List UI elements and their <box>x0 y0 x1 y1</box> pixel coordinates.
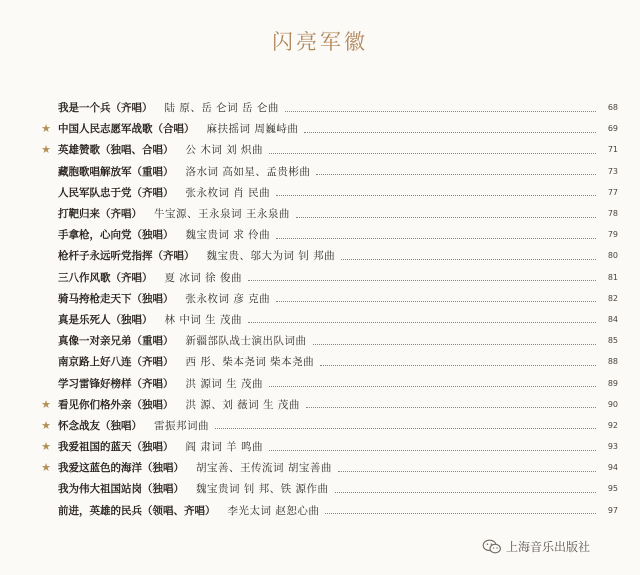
song-title[interactable]: 看见你们格外亲（独唱） <box>58 398 174 411</box>
dot-leader <box>296 216 596 218</box>
song-credits: 公 木词 刘 炽曲 <box>185 144 264 157</box>
song-credits: 胡宝善、王传流词 胡宝善曲 <box>196 462 332 475</box>
song-credits: 陆 原、岳 仑词 岳 仑曲 <box>164 102 279 115</box>
dot-leader <box>316 173 596 175</box>
song-title[interactable]: 我为伟大祖国站岗（独唱） <box>58 483 184 496</box>
dot-leader <box>215 427 596 429</box>
dot-leader <box>276 300 596 302</box>
dot-leader <box>320 364 596 366</box>
song-credits: 麻扶摇词 周巍峙曲 <box>206 123 299 136</box>
dot-leader <box>341 258 596 260</box>
page-number: 78 <box>607 209 618 219</box>
dot-leader <box>269 385 596 387</box>
page-number: 77 <box>607 187 618 197</box>
dot-leader <box>338 470 596 472</box>
page-number: 82 <box>607 293 618 303</box>
wechat-icon <box>482 539 502 555</box>
star-icon: ★ <box>41 440 51 454</box>
song-title[interactable]: 中国人民志愿军战歌（合唱） <box>58 123 195 136</box>
song-title[interactable]: 我爱这蓝色的海洋（独唱） <box>58 462 184 475</box>
page-number: 94 <box>607 463 618 473</box>
star-icon: ★ <box>41 397 51 411</box>
toc-row <box>0 182 640 203</box>
song-title[interactable]: 我是一个兵（齐唱） <box>58 102 153 115</box>
dot-leader <box>269 449 596 451</box>
toc-row <box>0 267 640 288</box>
song-credits: 雷振邦词曲 <box>154 419 209 432</box>
song-credits: 西 彤、柴本尧词 柴本尧曲 <box>185 356 315 369</box>
toc-row <box>0 478 640 499</box>
song-credits: 夏 冰词 徐 俊曲 <box>164 271 243 284</box>
page-number: 80 <box>607 251 618 261</box>
song-title[interactable]: 骑马挎枪走天下（独唱） <box>58 292 174 305</box>
page-number: 89 <box>607 378 618 388</box>
page-title: 闪亮军徽 <box>272 30 368 54</box>
star-icon: ★ <box>41 461 51 475</box>
toc-row <box>0 224 640 245</box>
song-credits: 林 中词 生 茂曲 <box>164 313 243 326</box>
toc-row <box>0 330 640 351</box>
page-number: 95 <box>607 484 618 494</box>
page-number: 92 <box>607 420 618 430</box>
toc-row <box>0 415 640 436</box>
song-credits: 张永枚词 肖 民曲 <box>185 186 271 199</box>
song-credits: 新疆部队战士演出队词曲 <box>185 335 307 348</box>
song-title[interactable]: 枪杆子永远听党指挥（齐唱） <box>58 250 195 263</box>
song-title[interactable]: 真像一对亲兄弟（重唱） <box>58 335 174 348</box>
table-of-contents <box>0 97 640 521</box>
toc-row <box>0 288 640 309</box>
toc-row <box>0 372 640 393</box>
toc-row <box>0 118 640 139</box>
dot-leader <box>248 321 596 323</box>
page-number: 88 <box>607 357 618 367</box>
toc-row <box>0 457 640 478</box>
song-title[interactable]: 手拿枪，心向党（独唱） <box>58 229 174 242</box>
dot-leader <box>269 152 596 154</box>
song-credits: 魏宝贵、邬大为词 钊 邦曲 <box>206 250 336 263</box>
song-title[interactable]: 英雄赞歌（独唱、合唱） <box>58 144 174 157</box>
song-title[interactable]: 前进，英雄的民兵（领唱、齐唱） <box>58 504 216 517</box>
dot-leader <box>276 194 596 196</box>
toc-row <box>0 394 640 415</box>
dot-leader <box>306 406 596 408</box>
toc-row <box>0 203 640 224</box>
dot-leader <box>304 131 596 133</box>
star-icon: ★ <box>41 122 51 136</box>
dot-leader <box>285 110 596 112</box>
dot-leader <box>325 512 596 514</box>
toc-row <box>0 161 640 182</box>
page-number: 93 <box>607 442 618 452</box>
song-title[interactable]: 人民军队忠于党（齐唱） <box>58 186 174 199</box>
toc-row <box>0 500 640 521</box>
song-credits: 李光太词 赵恕心曲 <box>227 504 320 517</box>
song-title[interactable]: 三八作风歌（齐唱） <box>58 271 153 284</box>
page-number: 79 <box>607 230 618 240</box>
dot-leader <box>276 237 596 239</box>
page-number: 84 <box>607 314 618 324</box>
dot-leader <box>335 491 596 493</box>
song-title[interactable]: 藏胞歌唱解放军（重唱） <box>58 165 174 178</box>
song-title[interactable]: 打靶归来（齐唱） <box>58 208 142 221</box>
song-credits: 魏宝贵词 钊 邦、铁 源作曲 <box>196 483 329 496</box>
star-icon: ★ <box>41 418 51 432</box>
page-number: 68 <box>607 103 618 113</box>
song-credits: 洪 源词 生 茂曲 <box>185 377 264 390</box>
toc-row <box>0 139 640 160</box>
page-number: 69 <box>607 124 618 134</box>
song-title[interactable]: 南京路上好八连（齐唱） <box>58 356 174 369</box>
toc-row <box>0 245 640 266</box>
toc-row <box>0 436 640 457</box>
song-credits: 洪 源、刘 薇词 生 茂曲 <box>185 398 300 411</box>
song-credits: 魏宝贵词 求 伶曲 <box>185 229 271 242</box>
song-title[interactable]: 学习雷锋好榜样（齐唱） <box>58 377 174 390</box>
star-icon: ★ <box>41 143 51 157</box>
song-credits: 牛宝源、王永泉词 王永泉曲 <box>154 208 290 221</box>
song-title[interactable]: 怀念战友（独唱） <box>58 419 142 432</box>
song-title[interactable]: 真是乐死人（独唱） <box>58 313 153 326</box>
publisher-watermark <box>482 538 590 555</box>
page-number: 81 <box>607 272 618 282</box>
page-number: 90 <box>607 399 618 409</box>
dot-leader <box>248 279 596 281</box>
page-number: 73 <box>607 166 618 176</box>
toc-row <box>0 97 640 118</box>
song-title[interactable]: 我爱祖国的蓝天（独唱） <box>58 441 174 454</box>
page-number: 71 <box>607 145 618 155</box>
page-number: 97 <box>607 505 618 515</box>
toc-row <box>0 309 640 330</box>
song-credits: 洛水词 高如星、孟贵彬曲 <box>185 165 311 178</box>
publisher-name: 上海音乐出版社 <box>506 540 591 554</box>
song-credits: 张永枚词 彦 克曲 <box>185 292 271 305</box>
song-credits: 阎 肃词 羊 鸣曲 <box>185 441 264 454</box>
page-number: 85 <box>607 336 618 346</box>
dot-leader <box>313 343 597 345</box>
toc-row <box>0 351 640 372</box>
